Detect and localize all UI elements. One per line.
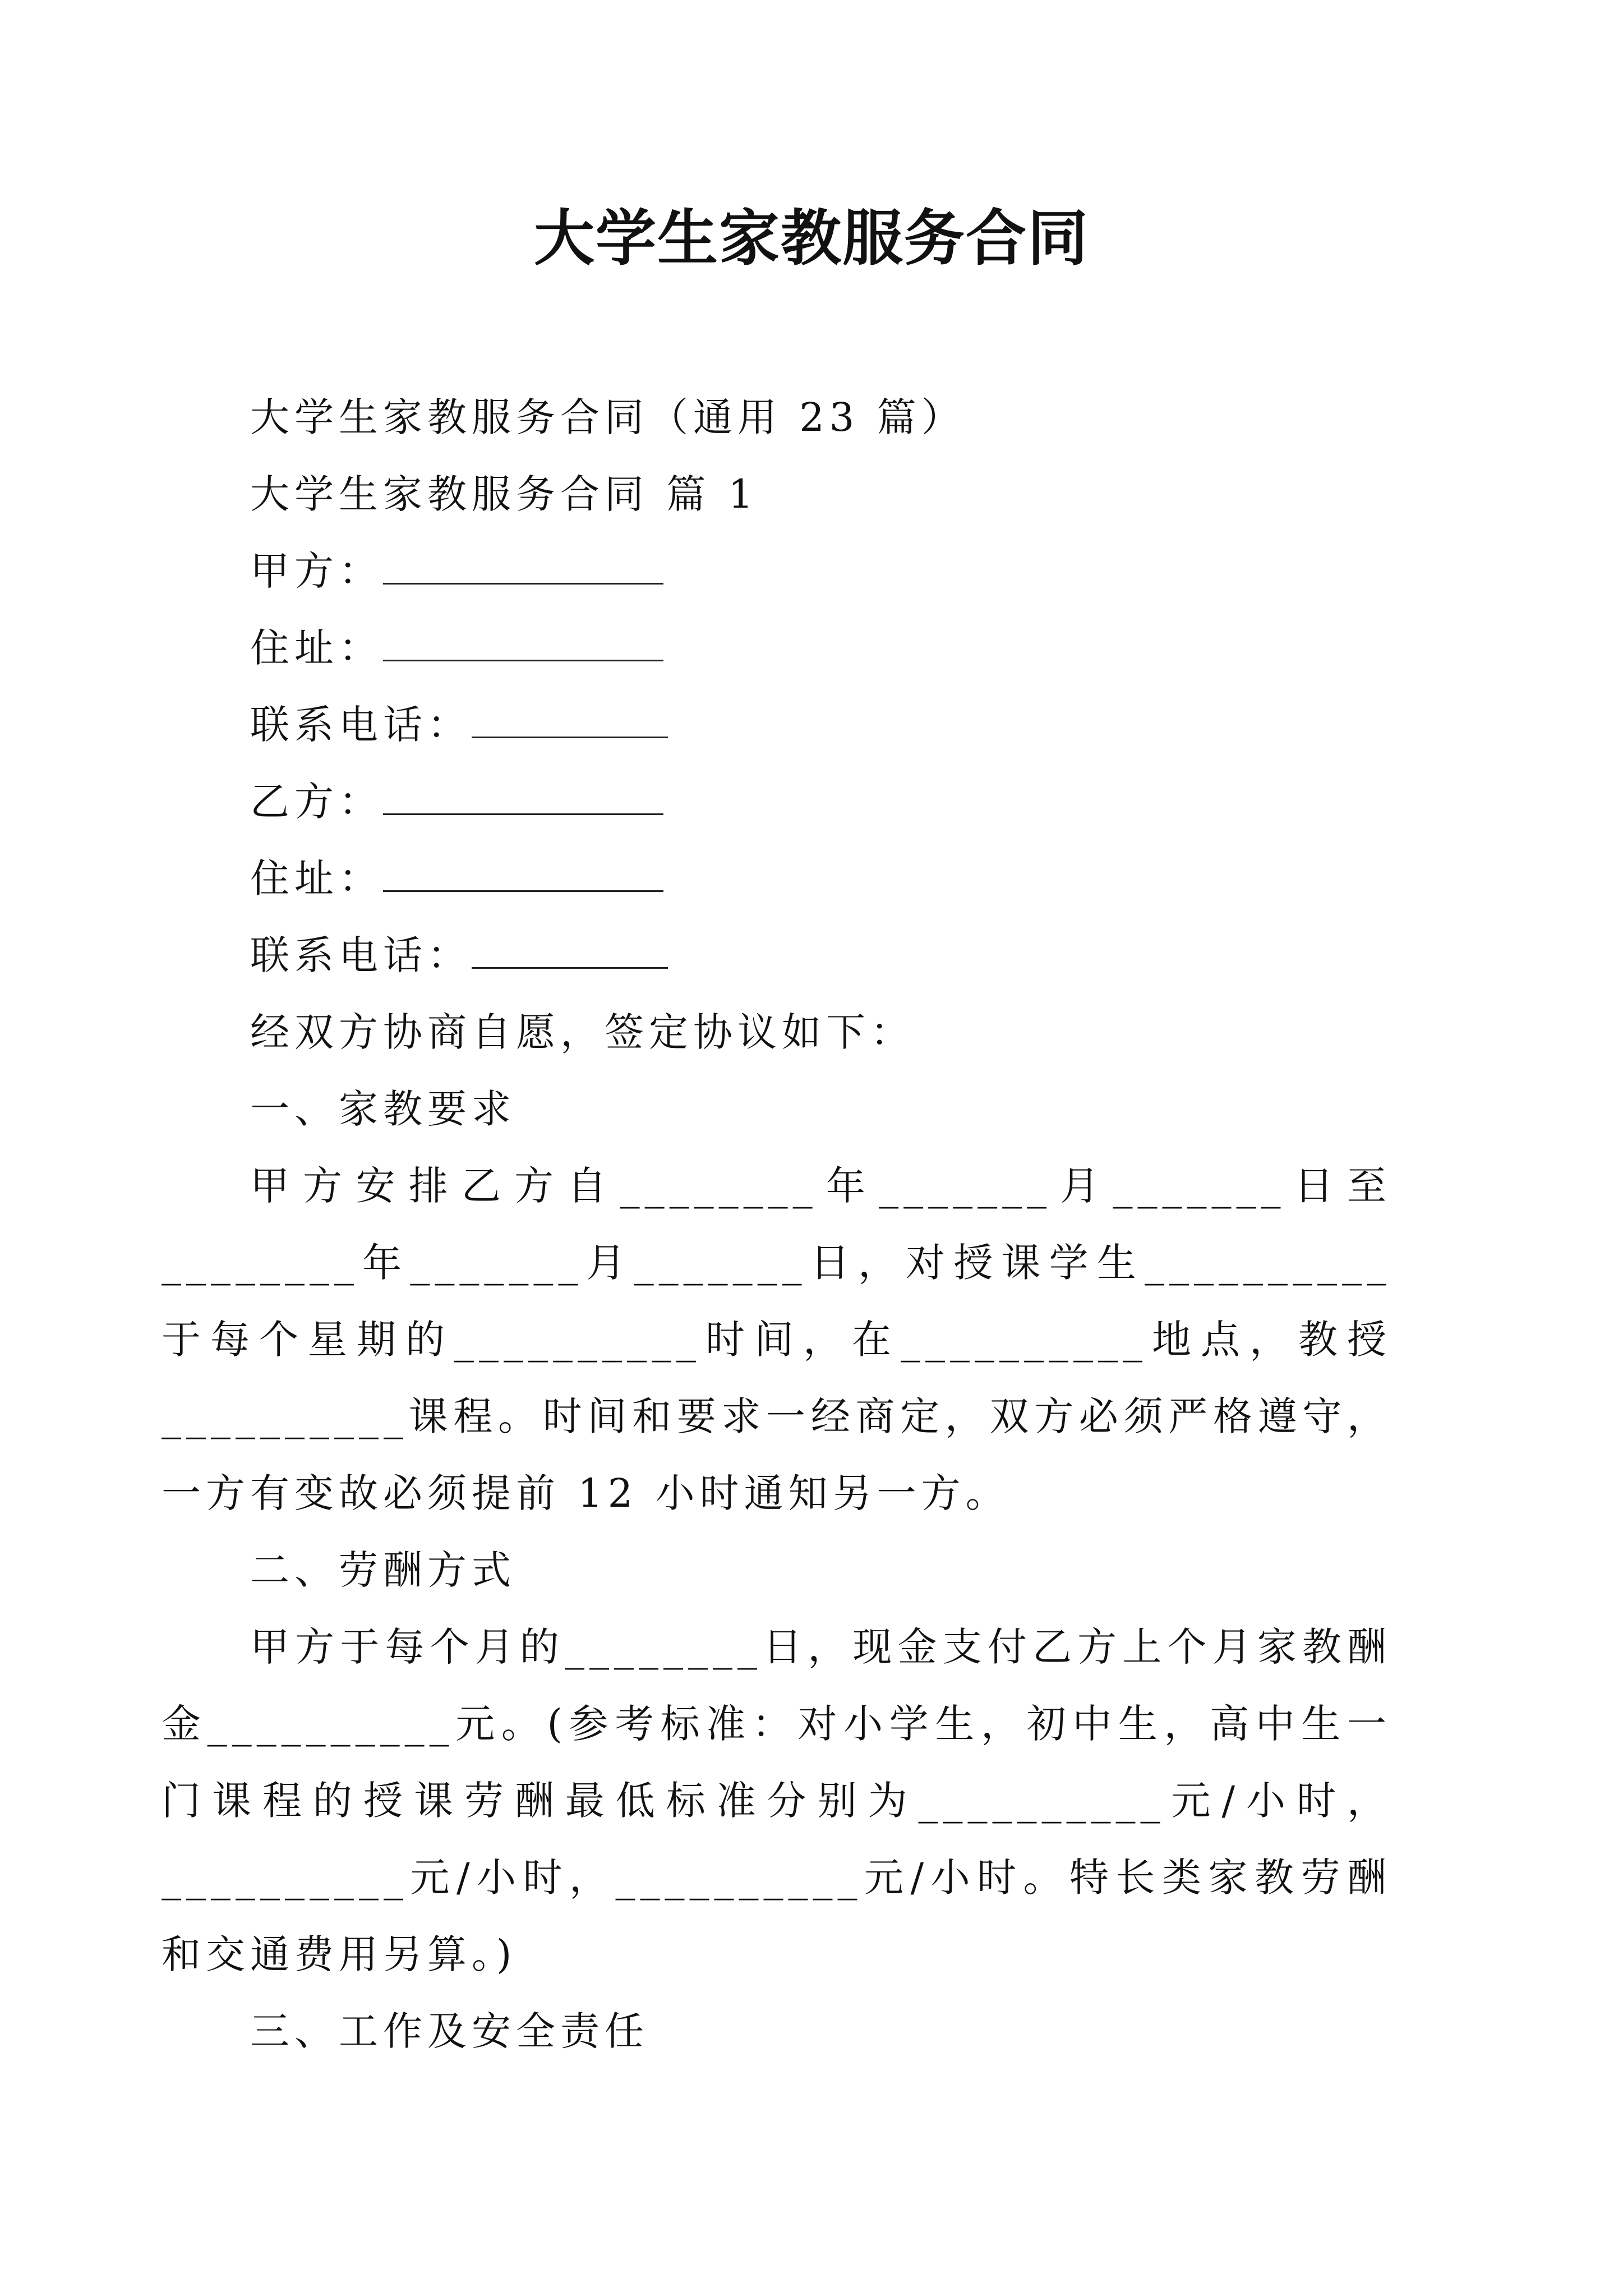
section-2-paragraph: 甲方于每个月的________日，现金支付乙方上个月家教酬金__________元。(参考标准：对小学生，初中生，高中生一门课程的授课劳酬最低标准分别为__________元/小时，__________元/小时，__________元/小时。特长类家教劳酬和交通费用另算。): [162, 1624, 1391, 1977]
agreement-intro: 经双方协商自愿，签定协议如下：: [250, 1009, 915, 1055]
party-a-address-line: [250, 610, 1391, 687]
party-b-phone-blank: [472, 930, 668, 969]
party-a-blank: [383, 546, 663, 585]
section-1-heading: 一、家教要求: [250, 1086, 516, 1132]
party-a-phone-line: [250, 687, 1391, 763]
party-b-address-label: 住址：: [250, 855, 383, 901]
document-body: [162, 379, 1391, 2070]
party-a-address-label: 住址：: [250, 625, 383, 671]
party-b-phone-line: [250, 917, 1391, 994]
party-b-address-line: [250, 840, 1391, 917]
party-a-phone-label: 联系电话：: [250, 702, 472, 748]
party-b-blank: [383, 776, 663, 816]
section-3-heading: 三、工作及安全责任: [250, 2008, 649, 2054]
document-title: 大学生家教服务合同: [533, 203, 1089, 274]
section-2-heading: 二、劳酬方式: [250, 1547, 516, 1593]
party-a-address-blank: [383, 623, 663, 662]
article-heading: 大学生家教服务合同 篇 1: [250, 471, 759, 517]
party-b-phone-label: 联系电话：: [250, 932, 472, 978]
party-a-line: [250, 533, 1391, 610]
section-1-paragraph: 甲方安排乙方自________年_______月_______日至________年_______月_______日，对授课学生__________于每个星期的__________时间，在__________地点，教授__________课程。时间和要求一经商定，双方必须严格遵守，一方有变故必须提前 12 小时通知另一方。: [162, 1163, 1391, 1516]
party-a-label: 甲方：: [250, 548, 383, 594]
party-b-address-blank: [383, 853, 663, 892]
subtitle-line: 大学生家教服务合同（通用 23 篇）: [250, 394, 966, 440]
party-b-label: 乙方：: [250, 779, 383, 825]
party-b-line: [250, 763, 1391, 840]
party-a-phone-blank: [472, 700, 668, 739]
